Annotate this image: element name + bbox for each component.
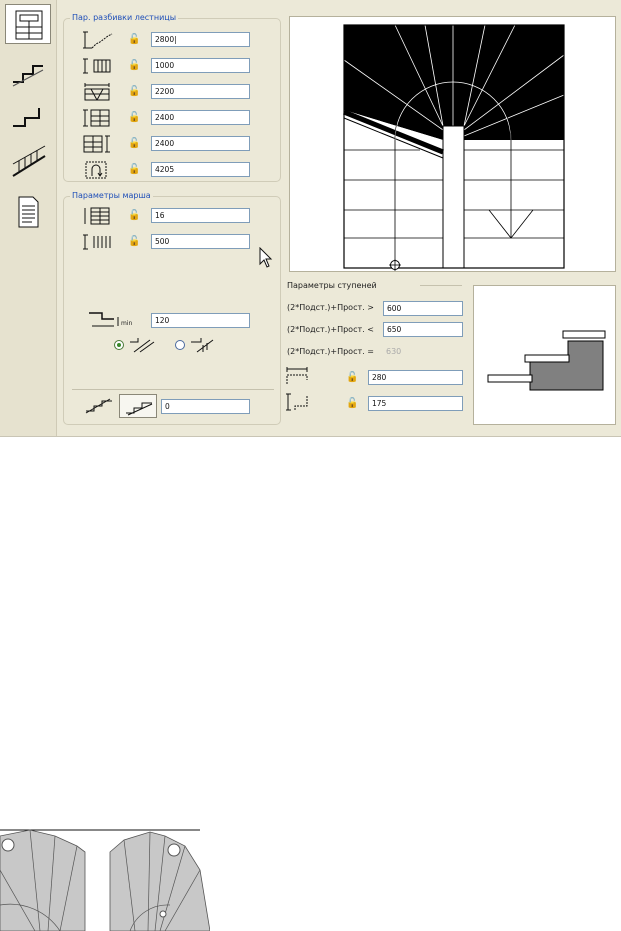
flight-divider	[72, 389, 274, 390]
stair-settings-dialog	[0, 0, 621, 437]
spiral-stair-plan-diagram	[0, 828, 210, 931]
tread-lock-icon[interactable]: 🔓	[346, 372, 359, 383]
landing-length-icon	[82, 82, 116, 102]
nosing-option-b-icon	[124, 398, 154, 416]
plan-length-lock-icon[interactable]: 🔓	[128, 112, 141, 123]
rule-max-label: (2*Подст.)+Прост. <	[287, 325, 374, 334]
tread-depth-field[interactable]: 280	[368, 370, 463, 385]
step-params-title: Параметры ступеней	[287, 281, 377, 290]
min-thickness-field[interactable]: 120	[151, 313, 250, 328]
plan-width-icon	[82, 134, 116, 154]
plan-layout-category-icon[interactable]	[5, 4, 51, 44]
landing-lock-icon[interactable]: 🔓	[128, 86, 141, 97]
walkline-length-field[interactable]: 4205	[151, 162, 250, 177]
riser-count-lock-icon[interactable]: 🔓	[128, 210, 141, 221]
structure-option-a-radio[interactable]	[114, 340, 124, 350]
rule-min-label: (2*Подст.)+Прост. >	[287, 303, 374, 312]
riser-count-icon	[82, 206, 116, 226]
rule-equal-value: 630	[386, 347, 402, 356]
total-height-field[interactable]: 2800|	[151, 32, 250, 47]
structure-option-b-icon	[189, 336, 219, 354]
listing-document-icon[interactable]	[5, 192, 51, 232]
stair-layout-title: Пар. разбивки лестницы	[72, 13, 177, 22]
riser-count-field[interactable]: 16	[151, 208, 250, 223]
step-profile-preview	[473, 285, 616, 425]
category-strip	[0, 0, 57, 436]
plan-length-icon	[82, 108, 116, 128]
rule-max-field[interactable]: 650	[383, 322, 463, 337]
landing-length-field[interactable]: 2200	[151, 84, 250, 99]
mouse-cursor-icon	[258, 247, 274, 269]
stair-width-icon	[82, 56, 116, 76]
plan-length-field[interactable]: 2400	[151, 110, 250, 125]
nosing-option-b-button[interactable]	[119, 394, 157, 418]
structure-option-b-radio[interactable]	[175, 340, 185, 350]
min-label: min	[121, 320, 133, 327]
walkline-lock-icon[interactable]: 🔓	[128, 164, 141, 175]
step-params-rule	[420, 285, 462, 286]
railing-category-icon[interactable]	[5, 142, 51, 182]
stair-plan-preview	[289, 16, 616, 272]
flight-width-lock-icon[interactable]: 🔓	[128, 236, 141, 247]
flight-params-title: Параметры марша	[72, 191, 151, 200]
stair-width-field[interactable]: 1000	[151, 58, 250, 73]
height-lock-icon[interactable]: 🔓	[128, 34, 141, 45]
structure-option-a-icon	[128, 336, 156, 354]
nosing-field[interactable]: 0	[161, 399, 250, 414]
rule-min-field[interactable]: 600	[383, 301, 463, 316]
riser-height-field[interactable]: 175	[368, 396, 463, 411]
riser-lock-icon[interactable]: 🔓	[346, 398, 359, 409]
stair-structure-category-icon[interactable]	[5, 52, 51, 92]
nosing-option-a-icon[interactable]	[84, 396, 114, 414]
plan-width-field[interactable]: 2400	[151, 136, 250, 151]
width-lock-icon[interactable]: 🔓	[128, 60, 141, 71]
total-height-icon	[82, 30, 116, 50]
tread-depth-icon	[285, 366, 315, 386]
walkline-length-icon	[82, 160, 116, 180]
flight-width-icon	[82, 232, 116, 252]
rule-equal-label: (2*Подст.)+Прост. =	[287, 347, 374, 356]
flight-width-field[interactable]: 500	[151, 234, 250, 249]
plan-width-lock-icon[interactable]: 🔓	[128, 138, 141, 149]
stair-finish-category-icon[interactable]	[5, 96, 51, 136]
riser-height-icon	[285, 392, 315, 412]
